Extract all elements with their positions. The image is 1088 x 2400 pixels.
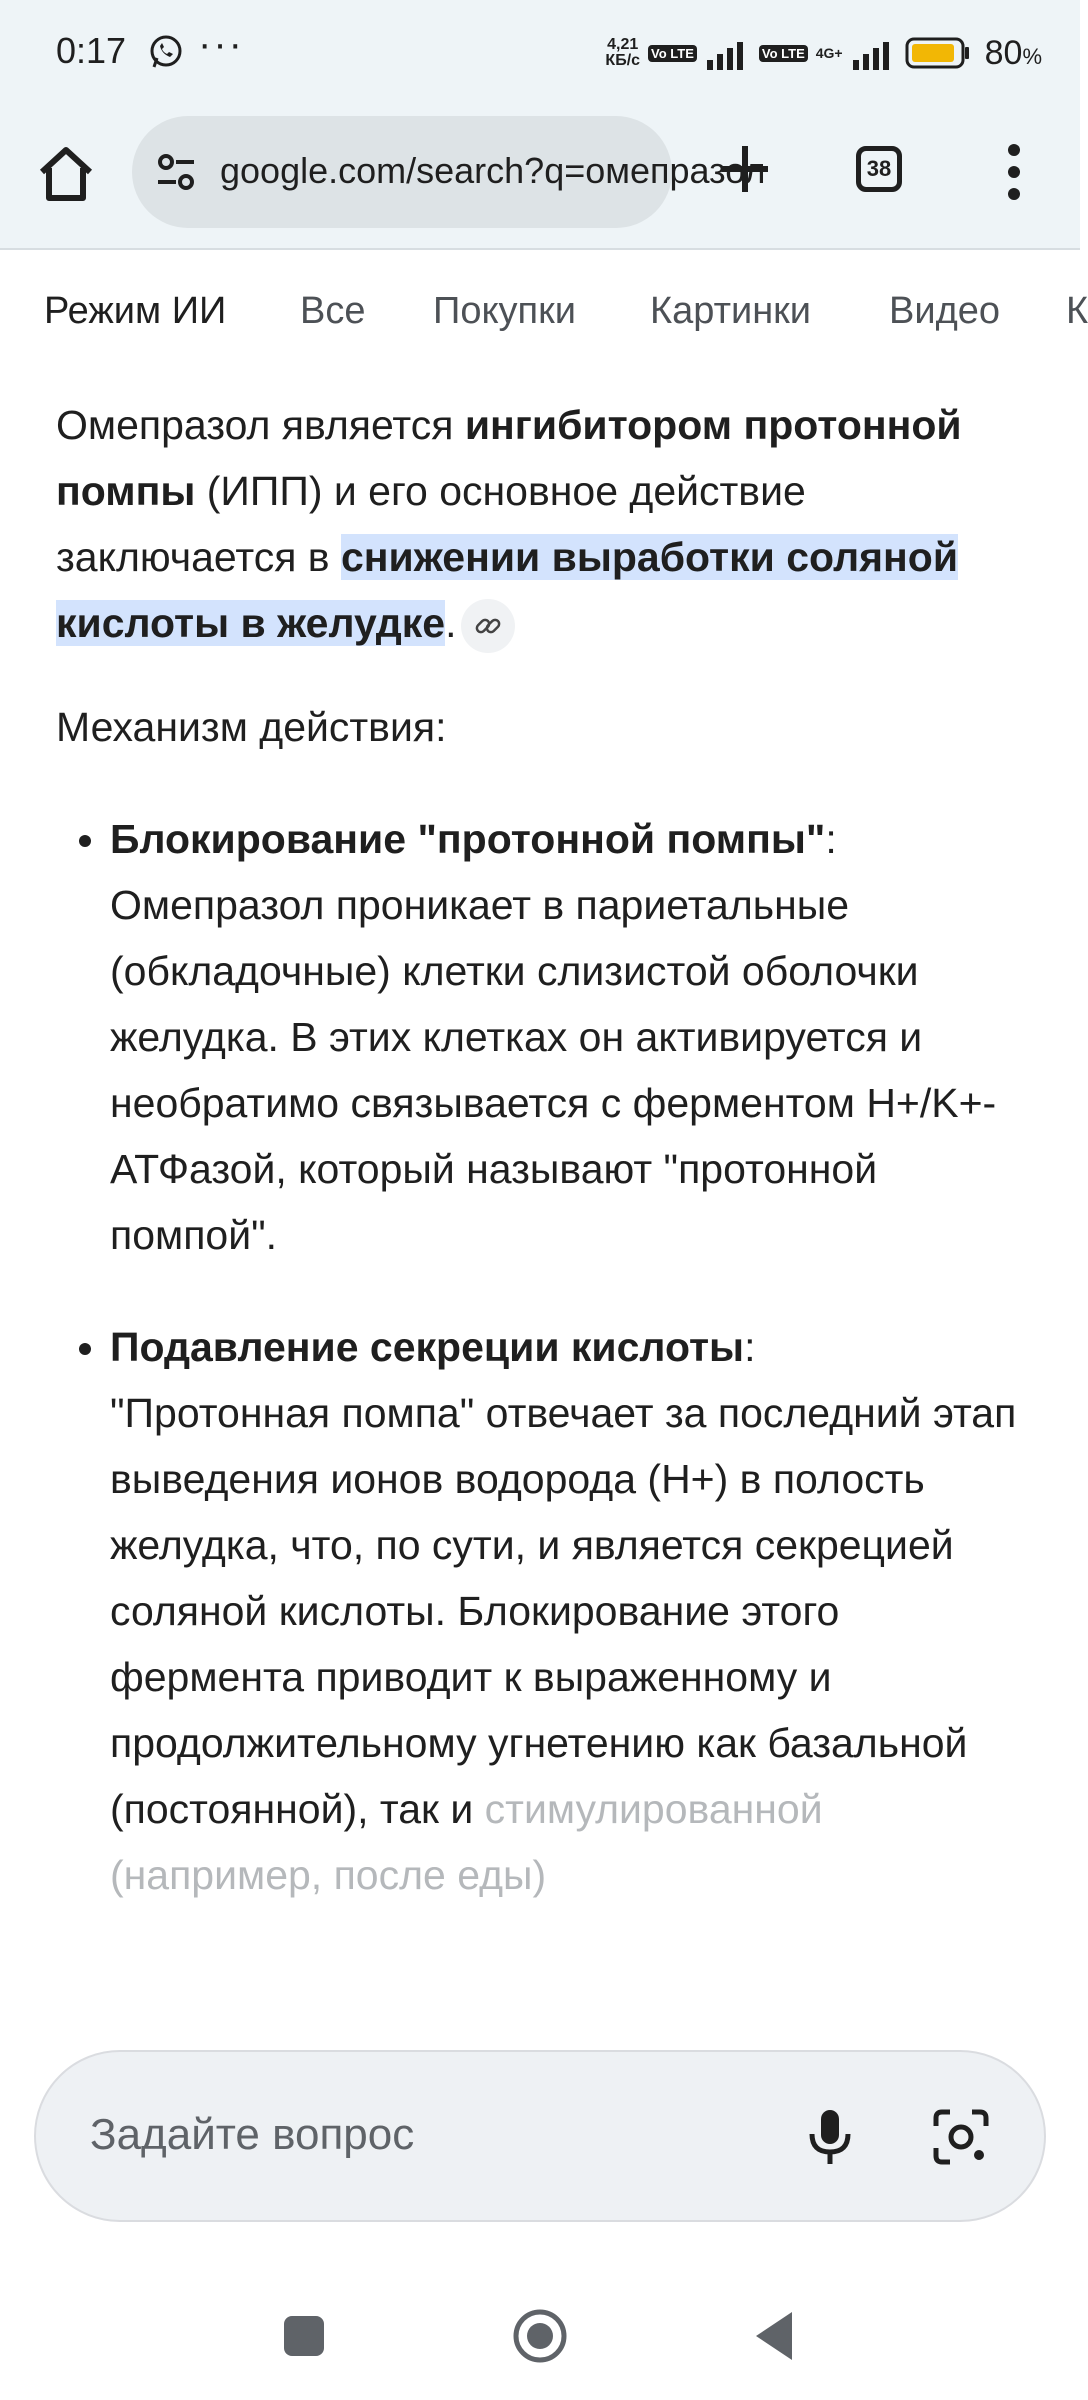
bullet-2-title: Подавление секреции кислоты xyxy=(110,1324,745,1370)
ask-placeholder: Задайте вопрос xyxy=(90,2110,415,2159)
intro-paragraph xyxy=(56,392,1036,656)
source-link-button[interactable] xyxy=(461,599,515,653)
site-settings-icon[interactable] xyxy=(154,150,198,194)
tab-ai-mode[interactable]: Режим ИИ xyxy=(44,290,227,332)
bullet-2-faded-text: стимулированной (например, после еды) xyxy=(110,1786,823,1898)
ask-input[interactable] xyxy=(34,2050,1046,2222)
home-nav-icon[interactable] xyxy=(512,2308,568,2364)
bullet-2-colon: : xyxy=(744,1324,756,1370)
mechanism-list xyxy=(56,806,1036,1908)
more-menu-icon[interactable] xyxy=(1000,140,1028,204)
status-bar xyxy=(0,0,1080,110)
system-nav-bar xyxy=(0,2270,1080,2400)
volte-badge-1: Vo LTE xyxy=(648,45,697,62)
bullet-1-title: Блокирование "протонной помпы" xyxy=(110,816,826,862)
battery-value: 80 xyxy=(984,33,1023,72)
tab-more[interactable]: К xyxy=(1066,290,1088,332)
bullet-1-text: Омепразол проникает в париетальные (обкладочные) клетки слизистой оболочки желудка. В этих клетках он активируется и необратимо связывается с ферментом H+/K+-АТФазой, который называют "протонной помпой". xyxy=(110,882,997,1258)
search-mode-tabs xyxy=(0,250,1088,374)
tab-shopping[interactable]: Покупки xyxy=(433,290,576,332)
list-item xyxy=(110,1314,1036,1908)
volte-badge-2: Vo LTE xyxy=(759,45,808,62)
home-icon[interactable] xyxy=(34,142,98,206)
tab-switcher-button[interactable]: 38 xyxy=(856,146,902,192)
intro-bold-term: ингибитором протонной помпы xyxy=(56,402,962,514)
tab-all[interactable]: Все xyxy=(300,290,366,332)
address-bar[interactable] xyxy=(132,116,766,228)
url-text: google.com/search?q=омепразол xyxy=(220,150,766,191)
battery-percent xyxy=(985,34,1042,73)
intro-text-1: Омепразол является xyxy=(56,402,465,448)
mechanism-heading: Механизм действия: xyxy=(56,704,447,750)
net-speed-value: 4,21 xyxy=(607,36,639,53)
ai-answer xyxy=(56,392,1036,1954)
net-speed-unit: КБ/с xyxy=(605,52,641,69)
whatsapp-icon xyxy=(148,34,184,70)
signal-icon-2 xyxy=(851,36,897,70)
net-speed xyxy=(605,37,640,69)
intro-highlight[interactable]: снижении выработки соляной кислоты в желудке xyxy=(56,534,959,646)
bullet-1-colon: : xyxy=(825,816,837,862)
battery-icon xyxy=(905,36,971,70)
google-lens-icon[interactable] xyxy=(932,2108,990,2166)
browser-toolbar xyxy=(0,110,1080,250)
intro-text-2: (ИПП) и его основное действие заключается в xyxy=(56,468,806,580)
back-nav-icon[interactable] xyxy=(752,2308,796,2364)
bullet-2-text: "Протонная помпа" отвечает за последний этап выведения ионов водорода (H+) в полость желудка, что, по сути, и является секрецией соляной кислоты. Блокирование этого фермента приводит к выраженному и продолжительному угнетению как базальной (постоянной), так и xyxy=(110,1390,1017,1832)
tab-images[interactable]: Картинки xyxy=(650,290,812,332)
status-time: 0:17 xyxy=(56,30,127,71)
recents-button[interactable] xyxy=(284,2316,324,2356)
tab-videos[interactable]: Видео xyxy=(889,290,1001,332)
signal-icon-1 xyxy=(705,36,751,70)
list-item xyxy=(110,806,1036,1268)
link-icon xyxy=(474,612,502,640)
more-notifications-icon: ··· xyxy=(198,22,244,66)
new-tab-icon[interactable] xyxy=(716,140,774,198)
battery-unit: % xyxy=(1022,43,1042,69)
mic-icon[interactable] xyxy=(806,2108,854,2166)
intro-period: . xyxy=(445,600,457,646)
network-type: 4G+ xyxy=(815,45,843,61)
status-right xyxy=(605,30,1042,76)
